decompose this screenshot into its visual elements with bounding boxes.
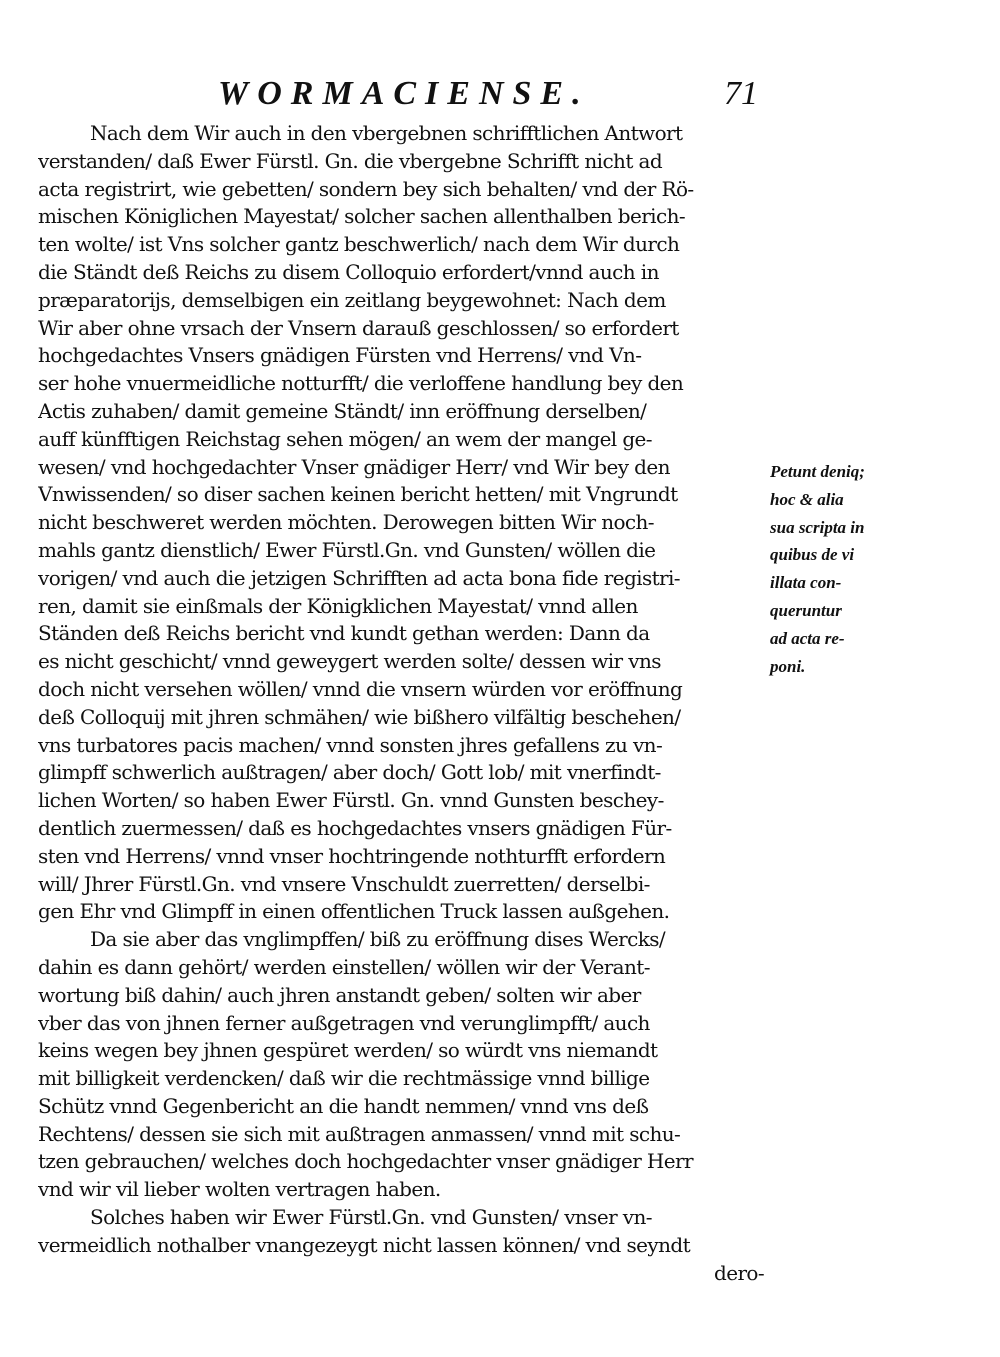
text-line: Actis zuhaben/ damit gemeine Ständt/ inn eröffnung derselben/ bbox=[38, 398, 647, 423]
text-line: wortung biß dahin/ auch jhren anstandt geben/ solten wir aber bbox=[38, 982, 641, 1007]
text-line: vermeidlich nothalber vnangezeygt nicht lassen können/ vnd seyndt bbox=[38, 1232, 691, 1257]
text-line: vns turbatores pacis machen/ vnnd sonsten jhres gefallens zu vn- bbox=[38, 732, 663, 757]
text-line: vnd wir vil lieber wolten vertragen haben. bbox=[38, 1177, 441, 1202]
text-line: gen Ehr vnd Glimpff in einen offentlichen Truck lassen außgehen. bbox=[38, 899, 670, 924]
marginal-note bbox=[770, 458, 920, 680]
running-title: WORMACIENSE. bbox=[218, 75, 590, 112]
text-line: mahls gantz dienstlich/ Ewer Fürstl.Gn. vnd Gunsten/ wöllen die bbox=[38, 537, 656, 562]
text-line: lichen Worten/ so haben Ewer Fürstl. Gn. vnnd Gunsten beschey- bbox=[38, 788, 664, 813]
text-line: ren, damit sie einßmals der Königklichen Mayestat/ vnnd allen bbox=[38, 593, 638, 618]
text-line: keins wegen bey jhnen gespüret werden/ so würdt vns niemandt bbox=[38, 1038, 658, 1063]
text-line: vber das von jhnen ferner außgetragen vnd verunglimpfft/ auch bbox=[38, 1010, 650, 1035]
paragraph-3 bbox=[38, 1204, 764, 1260]
text-line: acta registrirt, wie gebetten/ sondern bey sich behalten/ vnd der Rö- bbox=[38, 176, 694, 201]
marginal-note-line: sua scripta in bbox=[770, 517, 865, 537]
marginal-note-line: Petunt deniq; bbox=[770, 462, 865, 481]
text-line: die Ständt deß Reichs zu disem Colloquio erfordert/vnnd auch in bbox=[38, 259, 659, 284]
paragraph-1 bbox=[38, 120, 764, 926]
text-line: nicht beschweret werden möchten. Derowegen bitten Wir noch- bbox=[38, 510, 654, 535]
text-line: sten vnd Herrens/ vnnd vnser hochtringende nothturfft erfordern bbox=[38, 843, 666, 868]
text-line: dentlich zuermessen/ daß es hochgedachtes vnsers gnädigen Für- bbox=[38, 815, 672, 840]
text-line: vorigen/ vnd auch die jetzigen Schrifften ad acta bona fide registri- bbox=[38, 565, 680, 590]
text-line: wesen/ vnd hochgedachter Vnser gnädiger Herr/ vnd Wir bey den bbox=[38, 454, 670, 479]
text-line: Solches haben wir Ewer Fürstl.Gn. vnd Gunsten/ vnser vn- bbox=[90, 1205, 652, 1230]
text-line: deß Colloquij mit jhren schmähen/ wie bißhero vilfältig beschehen/ bbox=[38, 704, 681, 729]
text-line: Schütz vnnd Gegenbericht an die handt nemmen/ vnnd vns deß bbox=[38, 1093, 649, 1118]
text-line: Rechtens/ dessen sie sich mit außtragen anmassen/ vnnd mit schu- bbox=[38, 1121, 681, 1146]
marginal-note-line: quibus de vi bbox=[770, 545, 855, 565]
text-line: præparatorijs, demselbigen ein zeitlang beygewohnet: Nach dem bbox=[38, 287, 666, 312]
marginal-note-line: queruntur bbox=[770, 600, 842, 620]
text-line: auff künfftigen Reichstag sehen mögen/ an wem der mangel ge- bbox=[38, 426, 652, 451]
text-line: mit billigkeit verdencken/ daß wir die rechtmässige vnnd billige bbox=[38, 1066, 650, 1091]
main-text-block bbox=[38, 120, 764, 1287]
marginal-note-line: illata con- bbox=[770, 573, 842, 593]
text-line: Nach dem Wir auch in den vbergebnen schrifftlichen Antwort bbox=[90, 121, 683, 145]
text-line: Wir aber ohne vrsach der Vnsern darauß geschlossen/ so erfordert bbox=[38, 315, 679, 340]
text-line: verstanden/ daß Ewer Fürstl. Gn. die vbergebne Schrifft nicht ad bbox=[38, 148, 663, 173]
text-line: mischen Königlichen Mayestat/ solcher sachen allenthalben berich- bbox=[38, 204, 686, 229]
marginal-note-line: ad acta re- bbox=[770, 628, 845, 648]
paragraph-2 bbox=[38, 926, 764, 1204]
text-line: es nicht geschicht/ vnnd geweygert werden solte/ dessen wir vns bbox=[38, 649, 661, 674]
text-line: tzen gebrauchen/ welches doch hochgedachter vnser gnädiger Herr bbox=[38, 1149, 693, 1174]
text-line: hochgedachtes Vnsers gnädigen Fürsten vnd Herrens/ vnd Vn- bbox=[38, 343, 642, 368]
text-line: ser hohe vnuermeidliche notturfft/ die verloffene handlung bey den bbox=[38, 371, 684, 396]
text-line: doch nicht versehen wöllen/ vnnd die vnsern würden vor eröffnung bbox=[38, 676, 683, 701]
text-line: glimpff schwerlich außtragen/ aber doch/ Gott lob/ mit vnerfindt- bbox=[38, 760, 661, 785]
page-number: 71 bbox=[724, 75, 758, 112]
text-line: ten wolte/ ist Vns solcher gantz beschwerlich/ nach dem Wir durch bbox=[38, 232, 680, 257]
text-line: Vnwissenden/ so diser sachen keinen bericht hetten/ mit Vngrundt bbox=[38, 482, 678, 507]
text-line: Ständen deß Reichs bericht vnd kundt gethan werden: Dann da bbox=[38, 621, 650, 646]
catchword: dero- bbox=[714, 1260, 764, 1285]
marginal-note-line: hoc & alia bbox=[770, 489, 844, 509]
text-line: Da sie aber das vnglimpffen/ biß zu eröffnung dises Wercks/ bbox=[90, 927, 666, 952]
marginal-note-line: poni. bbox=[770, 656, 806, 676]
text-line: will/ Jhrer Fürstl.Gn. vnd vnsere Vnschuldt zuerretten/ derselbi- bbox=[38, 871, 650, 896]
text-line: dahin es dann gehört/ werden einstellen/ wöllen wir der Verant- bbox=[38, 954, 650, 979]
